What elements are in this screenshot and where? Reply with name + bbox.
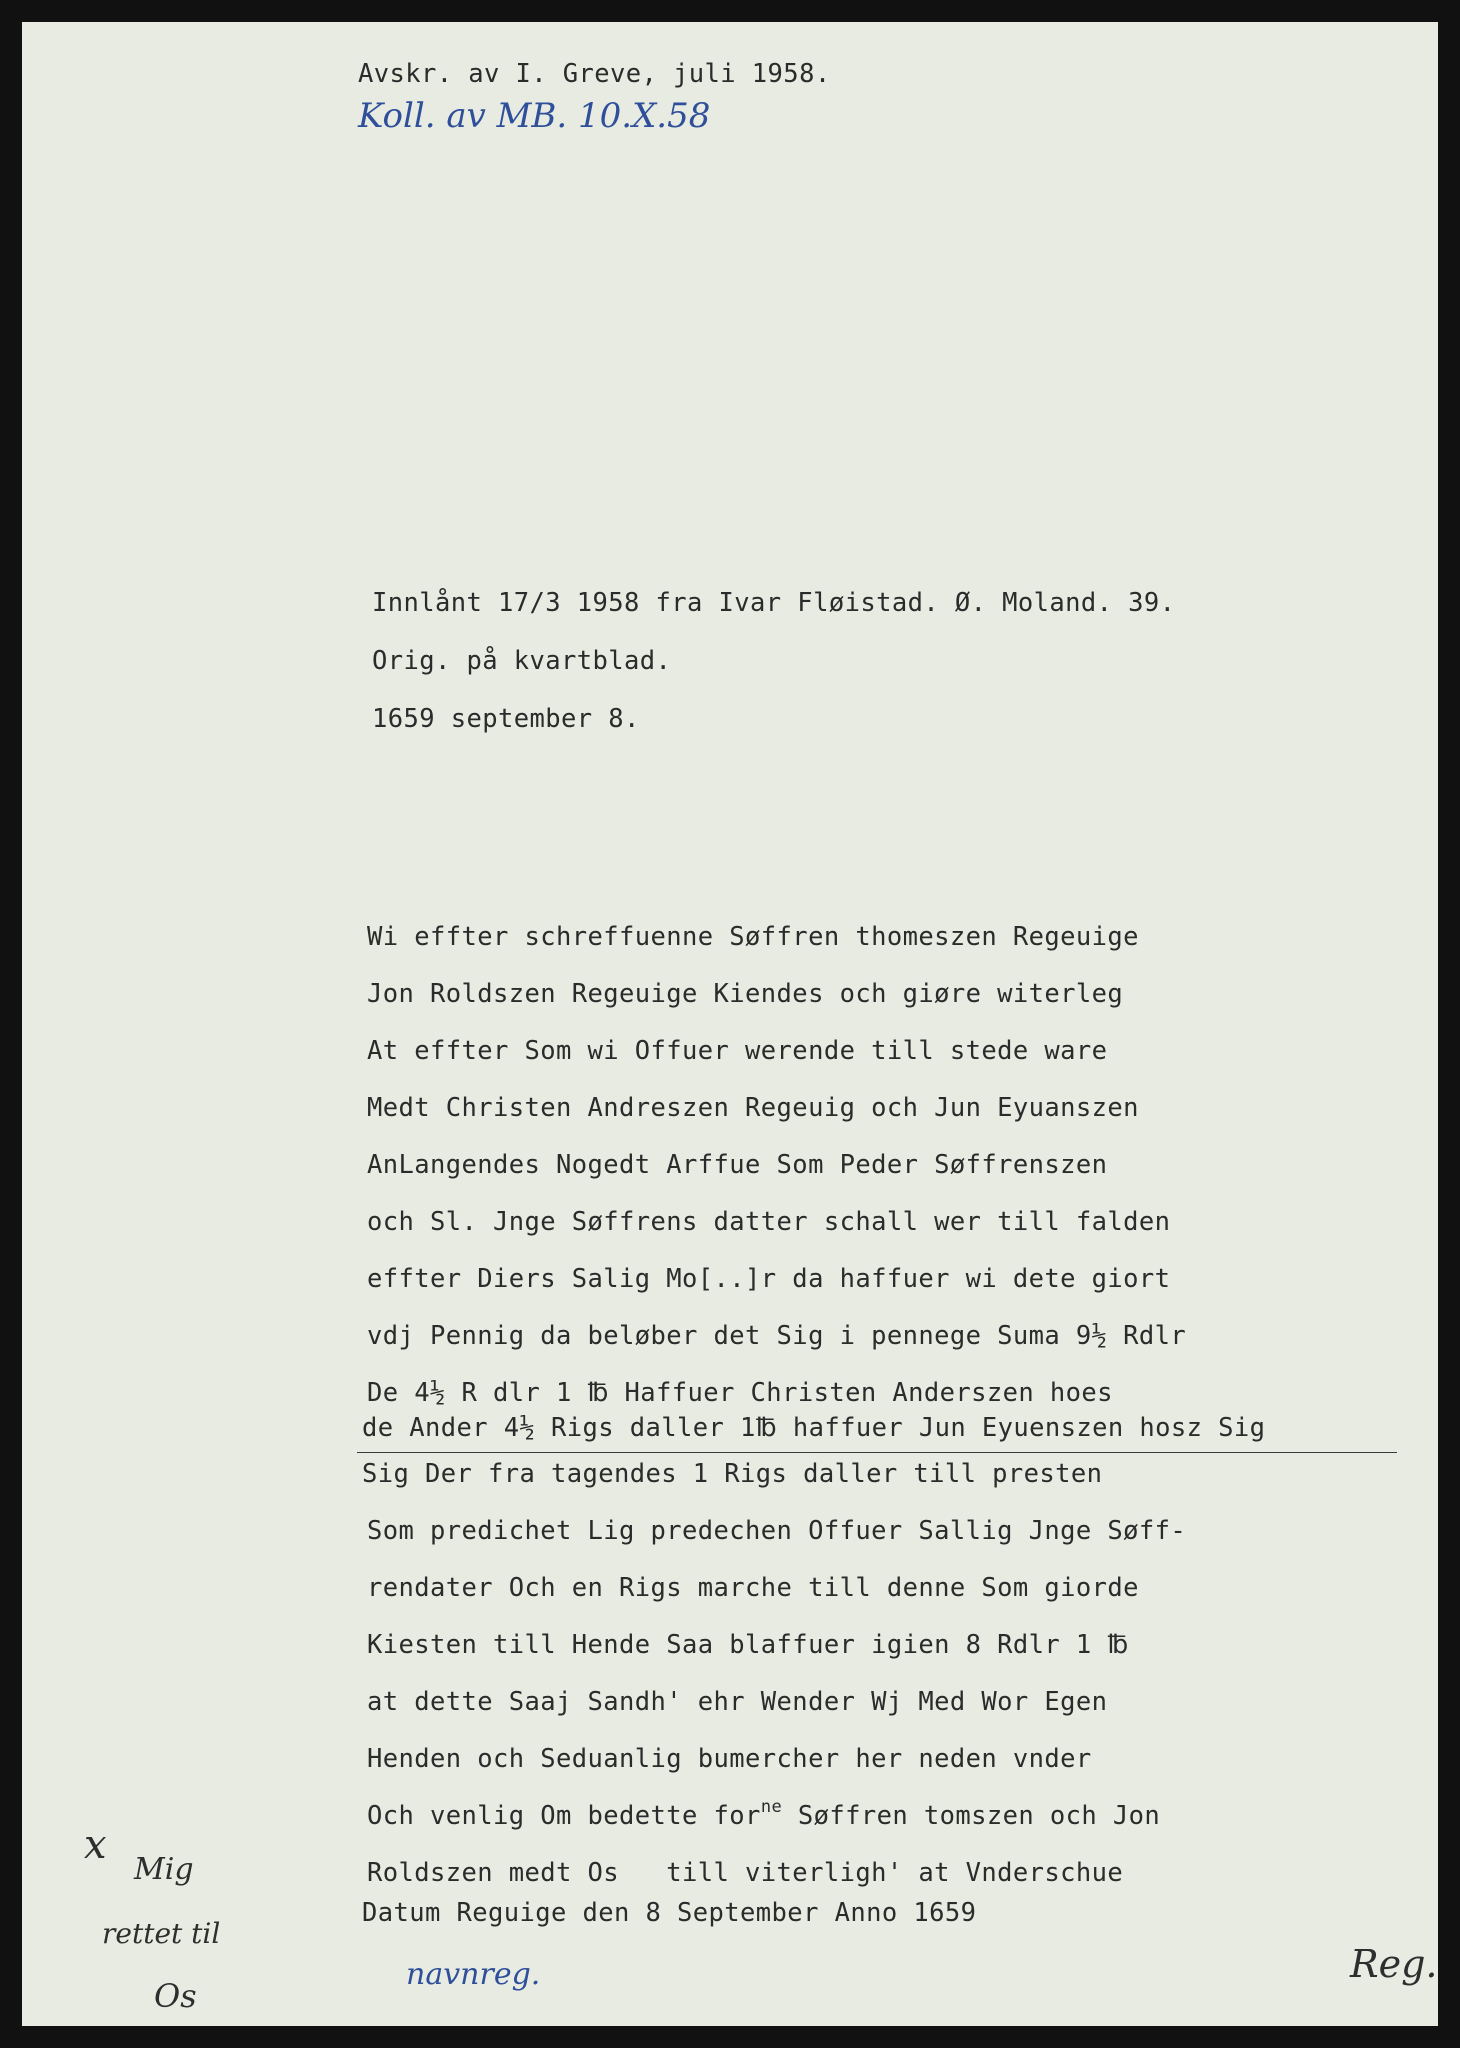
body-line: Som predichet Lig predechen Offuer Sallig Jnge Søff- — [367, 1516, 1187, 1546]
document-page — [22, 22, 1438, 2026]
body-line: AnLangendes Nogedt Arffue Som Peder Søffrenszen — [367, 1150, 1108, 1180]
dating-line: Datum Reguige den 8 September Anno 1659 — [362, 1898, 977, 1928]
margin-note: rettet til — [102, 1917, 221, 1950]
body-line: och Sl. Jnge Søffrens datter schall wer till falden — [367, 1207, 1171, 1237]
body-line — [367, 1797, 1161, 1831]
margin-mark: x — [84, 1822, 107, 1868]
body-line: vdj Pennig da beløber det Sig i pennege Suma 9½ Rdlr — [367, 1321, 1187, 1351]
superscript: ne — [760, 1797, 783, 1817]
body-line: Wi effter schreffuenne Søffren thomeszen Regeuige — [367, 922, 1139, 952]
margin-note: Mig — [134, 1852, 194, 1887]
margin-note: Os — [154, 1977, 197, 2015]
body-line: Roldszen medt Os till viterligh' at Vnderschue — [367, 1858, 1124, 1888]
collation-note: Koll. av MB. 10.X.58 — [358, 96, 711, 136]
body-line: Jon Roldszen Regeuige Kiendes och giøre witerleg — [367, 979, 1124, 1009]
transcription-credit: Avskr. av I. Greve, juli 1958. — [358, 59, 831, 89]
body-line: De 4½ R dlr 1 ℔ Haffuer Christen Anderszen hoes — [367, 1378, 1113, 1408]
body-line: Kiesten till Hende Saa blaffuer igien 8 Rdlr 1 ℔ — [367, 1630, 1129, 1660]
body-line: At effter Som wi Offuer werende till stede ware — [367, 1036, 1108, 1066]
register-note: Reg. — [1350, 1942, 1438, 1986]
index-note: navnreg. — [406, 1957, 541, 1992]
body-line: at dette Saaj Sandh' ehr Wender Wj Med Wor Egen — [367, 1687, 1108, 1717]
body-line: Medt Christen Andreszen Regeuig och Jun Eyuanszen — [367, 1093, 1139, 1123]
body-line: Henden och Seduanlig bumercher her neden vnder — [367, 1744, 1092, 1774]
original-format-note: Orig. på kvartblad. — [372, 646, 672, 676]
body-line: effter Diers Salig Mo[..]r da haffuer wi dete giort — [367, 1264, 1171, 1294]
body-line: Sig Der fra tagendes 1 Rigs daller till presten — [362, 1459, 1103, 1489]
body-line-inserted: de Ander 4½ Rigs daller 1℔ haffuer Jun Eyuenszen hosz Sig — [362, 1413, 1266, 1443]
document-date: 1659 september 8. — [372, 704, 640, 734]
body-line: rendater Och en Rigs marche till denne Som giorde — [367, 1573, 1139, 1603]
loan-note: Innlånt 17/3 1958 fra Ivar Fløistad. Ø. Moland. 39. — [372, 588, 1176, 618]
body-line-text: Och venlig Om bedette for — [367, 1801, 761, 1831]
insertion-rule — [357, 1452, 1397, 1453]
body-line-text: Søffren tomszen och Jon — [782, 1801, 1161, 1831]
